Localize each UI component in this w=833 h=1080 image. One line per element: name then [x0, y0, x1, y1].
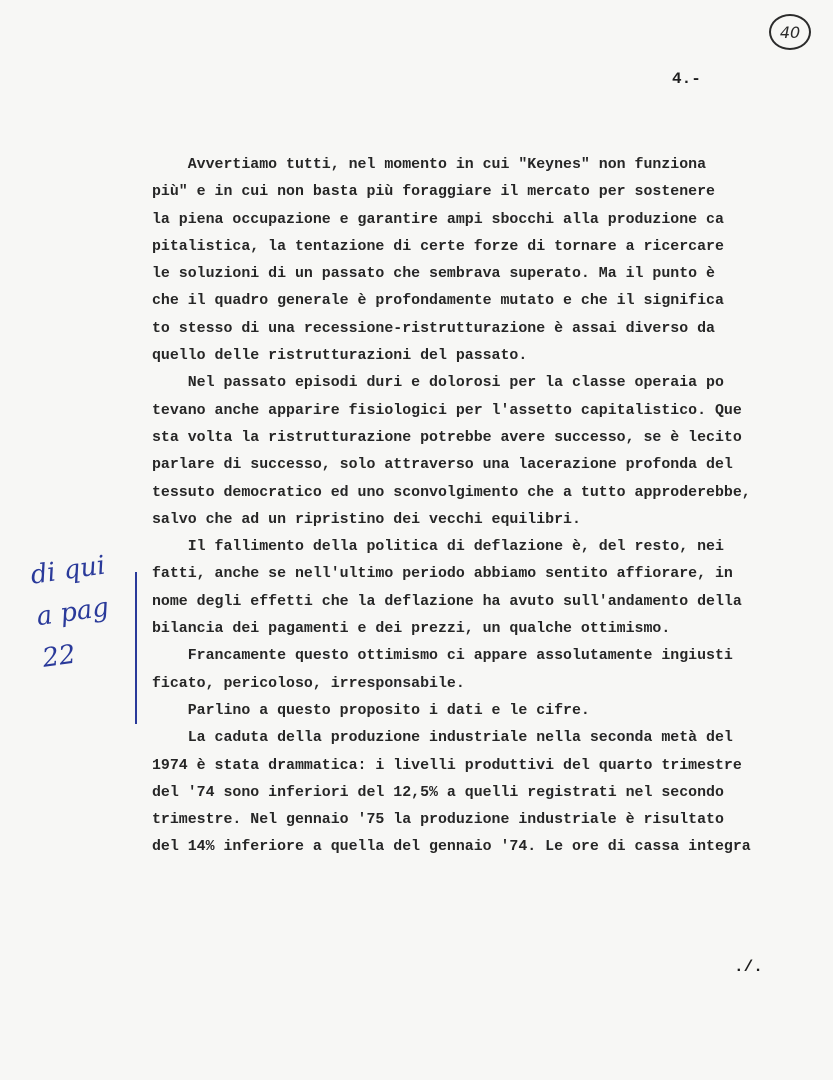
- text-line: la piena occupazione e garantire ampi sbocchi alla produzione ca: [152, 211, 724, 228]
- text-line: Parlino a questo proposito i dati e le cifre.: [152, 702, 590, 719]
- margin-note-line: 22: [40, 639, 78, 674]
- text-line: tevano anche apparire fisiologici per l'assetto capitalistico. Que: [152, 402, 742, 419]
- text-line: bilancia dei pagamenti e dei prezzi, un qualche ottimismo.: [152, 621, 671, 638]
- text-line: 1974 è stata drammatica: i livelli produttivi del quarto trimestre: [152, 757, 742, 774]
- text-line: parlare di successo, solo attraverso una lacerazione profonda del: [152, 457, 733, 474]
- circled-page-number: 40: [769, 14, 811, 50]
- text-line: Avvertiamo tutti, nel momento in cui "Keynes" non funziona: [152, 157, 707, 173]
- continuation-mark: ./.: [734, 958, 763, 976]
- page-heading: 4.-: [672, 70, 701, 88]
- text-line: fatti, anche se nell'ultimo periodo abbiamo sentito affiorare, in: [152, 566, 733, 583]
- text-line: le soluzioni di un passato che sembrava superato. Ma il punto è: [152, 266, 715, 283]
- text-line: ficato, pericoloso, irresponsabile.: [152, 675, 465, 692]
- typed-body-text: [152, 152, 828, 862]
- text-line: del '74 sono inferiori del 12,5% a quelli registrati nel secondo: [152, 784, 724, 801]
- text-line: che il quadro generale è profondamente mutato e che il significa: [152, 293, 724, 310]
- text-line: salvo che ad un ripristino dei vecchi equilibri.: [152, 511, 581, 528]
- text-line: trimestre. Nel gennaio '75 la produzione industriale è risultato: [152, 812, 724, 829]
- text-line: Nel passato episodi duri e dolorosi per la classe operaia po: [152, 375, 724, 392]
- text-line: to stesso di una recessione-ristrutturazione è assai diverso da: [152, 320, 715, 337]
- text-line: quello delle ristrutturazioni del passato.: [152, 348, 528, 365]
- text-line: sta volta la ristrutturazione potrebbe avere successo, se è lecito: [152, 429, 742, 446]
- text-line: nome degli effetti che la deflazione ha avuto sull'andamento della: [152, 593, 742, 610]
- text-line: La caduta della produzione industriale nella seconda metà del: [152, 730, 733, 747]
- text-line: tessuto democratico ed uno sconvolgimento che a tutto approderebbe,: [152, 484, 751, 501]
- text-line: Il fallimento della politica di deflazione è, del resto, nei: [152, 539, 724, 556]
- margin-note-line: di qui: [28, 550, 108, 591]
- text-line: pitalistica, la tentazione di certe forze di tornare a ricercare: [152, 238, 724, 255]
- text-line: Francamente questo ottimismo ci appare assolutamente ingiusti: [152, 648, 733, 665]
- text-line: del 14% inferiore a quella del gennaio '74. Le ore di cassa integra: [152, 839, 751, 856]
- text-line: più" e in cui non basta più foraggiare il mercato per sostenere: [152, 184, 715, 201]
- margin-vertical-bar: [135, 572, 137, 724]
- margin-note-line: a pag: [34, 592, 111, 633]
